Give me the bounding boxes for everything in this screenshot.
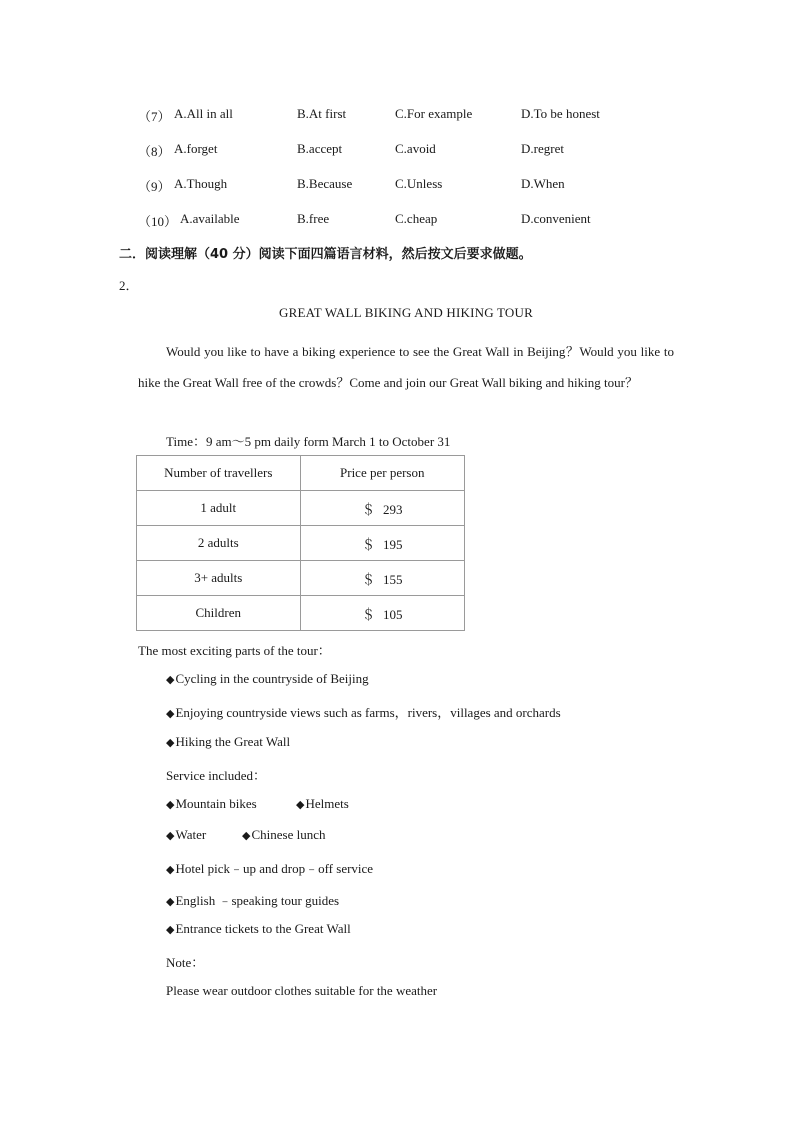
diamond-bullet-icon: ◆	[166, 707, 175, 720]
option-a: A.available	[180, 211, 240, 226]
travellers-cell: 2 adults	[137, 526, 301, 561]
service-water: Water	[175, 827, 207, 842]
option-d: D.To be honest	[521, 106, 600, 121]
diamond-bullet-icon: ◆	[166, 736, 175, 749]
header-price: Price per person	[300, 456, 464, 491]
section-heading: 二．阅读理解（40 分）阅读下面四篇语言材料，然后按文后要求做题。	[119, 247, 532, 262]
option-b: B.accept	[297, 141, 343, 156]
service-item	[296, 796, 349, 812]
exciting-item	[166, 734, 290, 750]
option-num: （8）	[138, 144, 171, 159]
exciting-item-text: Enjoying countryside views such as farms，rivers，villages and orchards	[175, 705, 561, 720]
service-lunch: Chinese lunch	[251, 827, 326, 842]
service-item	[166, 827, 206, 843]
price-value: 155	[383, 571, 403, 587]
option-c: C.Unless	[395, 176, 443, 191]
note-heading: Note：	[166, 955, 205, 970]
price-value: 195	[383, 536, 403, 552]
service-item	[166, 921, 351, 937]
price-cell	[300, 491, 464, 526]
diamond-bullet-icon: ◆	[242, 829, 251, 842]
option-d: D.regret	[521, 141, 564, 156]
service-item	[166, 796, 257, 812]
diamond-bullet-icon: ◆	[166, 673, 175, 686]
travellers-cell: 3+ adults	[137, 561, 301, 596]
service-item	[242, 827, 325, 843]
option-a: A.forget	[174, 141, 218, 156]
option-a: A.All in all	[174, 106, 233, 121]
option-row-7	[0, 106, 794, 126]
option-c: C.For example	[395, 106, 473, 121]
table-row	[137, 526, 465, 561]
option-row-9	[0, 176, 794, 196]
dollar-sign: ＄	[362, 606, 376, 622]
exciting-item-text: Cycling in the countryside of Beijing	[175, 671, 369, 686]
service-guides: English ﹣speaking tour guides	[175, 893, 340, 908]
travellers-cell: 1 adult	[137, 491, 301, 526]
price-cell	[300, 596, 464, 631]
exciting-item-text: Hiking the Great Wall	[175, 734, 291, 749]
service-item	[166, 890, 339, 909]
option-b: B.At first	[297, 106, 347, 121]
option-a: A.Though	[174, 176, 228, 191]
table-row	[137, 491, 465, 526]
exciting-heading: The most exciting parts of the tour：	[138, 643, 331, 658]
passage-title: GREAT WALL BIKING AND HIKING TOUR	[279, 305, 533, 320]
table-row	[137, 596, 465, 631]
price-table	[136, 455, 465, 631]
exciting-item	[166, 671, 369, 687]
travellers-cell: Children	[137, 596, 301, 631]
price-cell	[300, 526, 464, 561]
dollar-sign: ＄	[362, 536, 376, 552]
option-num: （10）	[138, 214, 178, 229]
option-c: C.avoid	[395, 141, 436, 156]
option-d: D.convenient	[521, 211, 591, 226]
note-text: Please wear outdoor clothes suitable for the weather	[166, 983, 438, 998]
option-row-10	[0, 211, 794, 231]
dollar-sign: ＄	[362, 571, 376, 587]
tour-time: Time：9 am～5 pm daily form March 1 to October 31	[166, 434, 451, 449]
service-hotel: Hotel pick﹣up and drop﹣off service	[175, 861, 374, 876]
option-d: D.When	[521, 176, 565, 191]
service-mountain-bikes: Mountain bikes	[175, 796, 257, 811]
diamond-bullet-icon: ◆	[166, 923, 175, 936]
service-helmets: Helmets	[305, 796, 349, 811]
option-num: （9）	[138, 179, 171, 194]
option-b: B.free	[297, 211, 330, 226]
diamond-bullet-icon: ◆	[166, 895, 175, 908]
header-travellers: Number of travellers	[137, 456, 301, 491]
diamond-bullet-icon: ◆	[166, 863, 175, 876]
option-num: （7）	[138, 109, 171, 124]
diamond-bullet-icon: ◆	[166, 798, 175, 811]
diamond-bullet-icon: ◆	[166, 829, 175, 842]
exciting-item	[166, 702, 561, 721]
price-value: 105	[383, 606, 403, 622]
option-c: C.cheap	[395, 211, 438, 226]
service-heading: Service included：	[166, 768, 266, 783]
table-row	[137, 561, 465, 596]
price-value: 293	[383, 501, 403, 517]
option-b: B.Because	[297, 176, 353, 191]
diamond-bullet-icon: ◆	[296, 798, 305, 811]
table-header-row	[137, 456, 465, 491]
service-item	[166, 858, 373, 877]
option-row-8	[0, 141, 794, 161]
intro-paragraph: Would you like to have a biking experience to see the Great Wall in Beijing？Would you like to hike the Great Wall free of the crowds？Come and join our Great Wall biking and hiking tour？	[138, 344, 674, 390]
price-cell	[300, 561, 464, 596]
dollar-sign: ＄	[362, 501, 376, 517]
question-number: 2．	[119, 278, 139, 293]
service-tickets: Entrance tickets to the Great Wall	[175, 921, 351, 936]
